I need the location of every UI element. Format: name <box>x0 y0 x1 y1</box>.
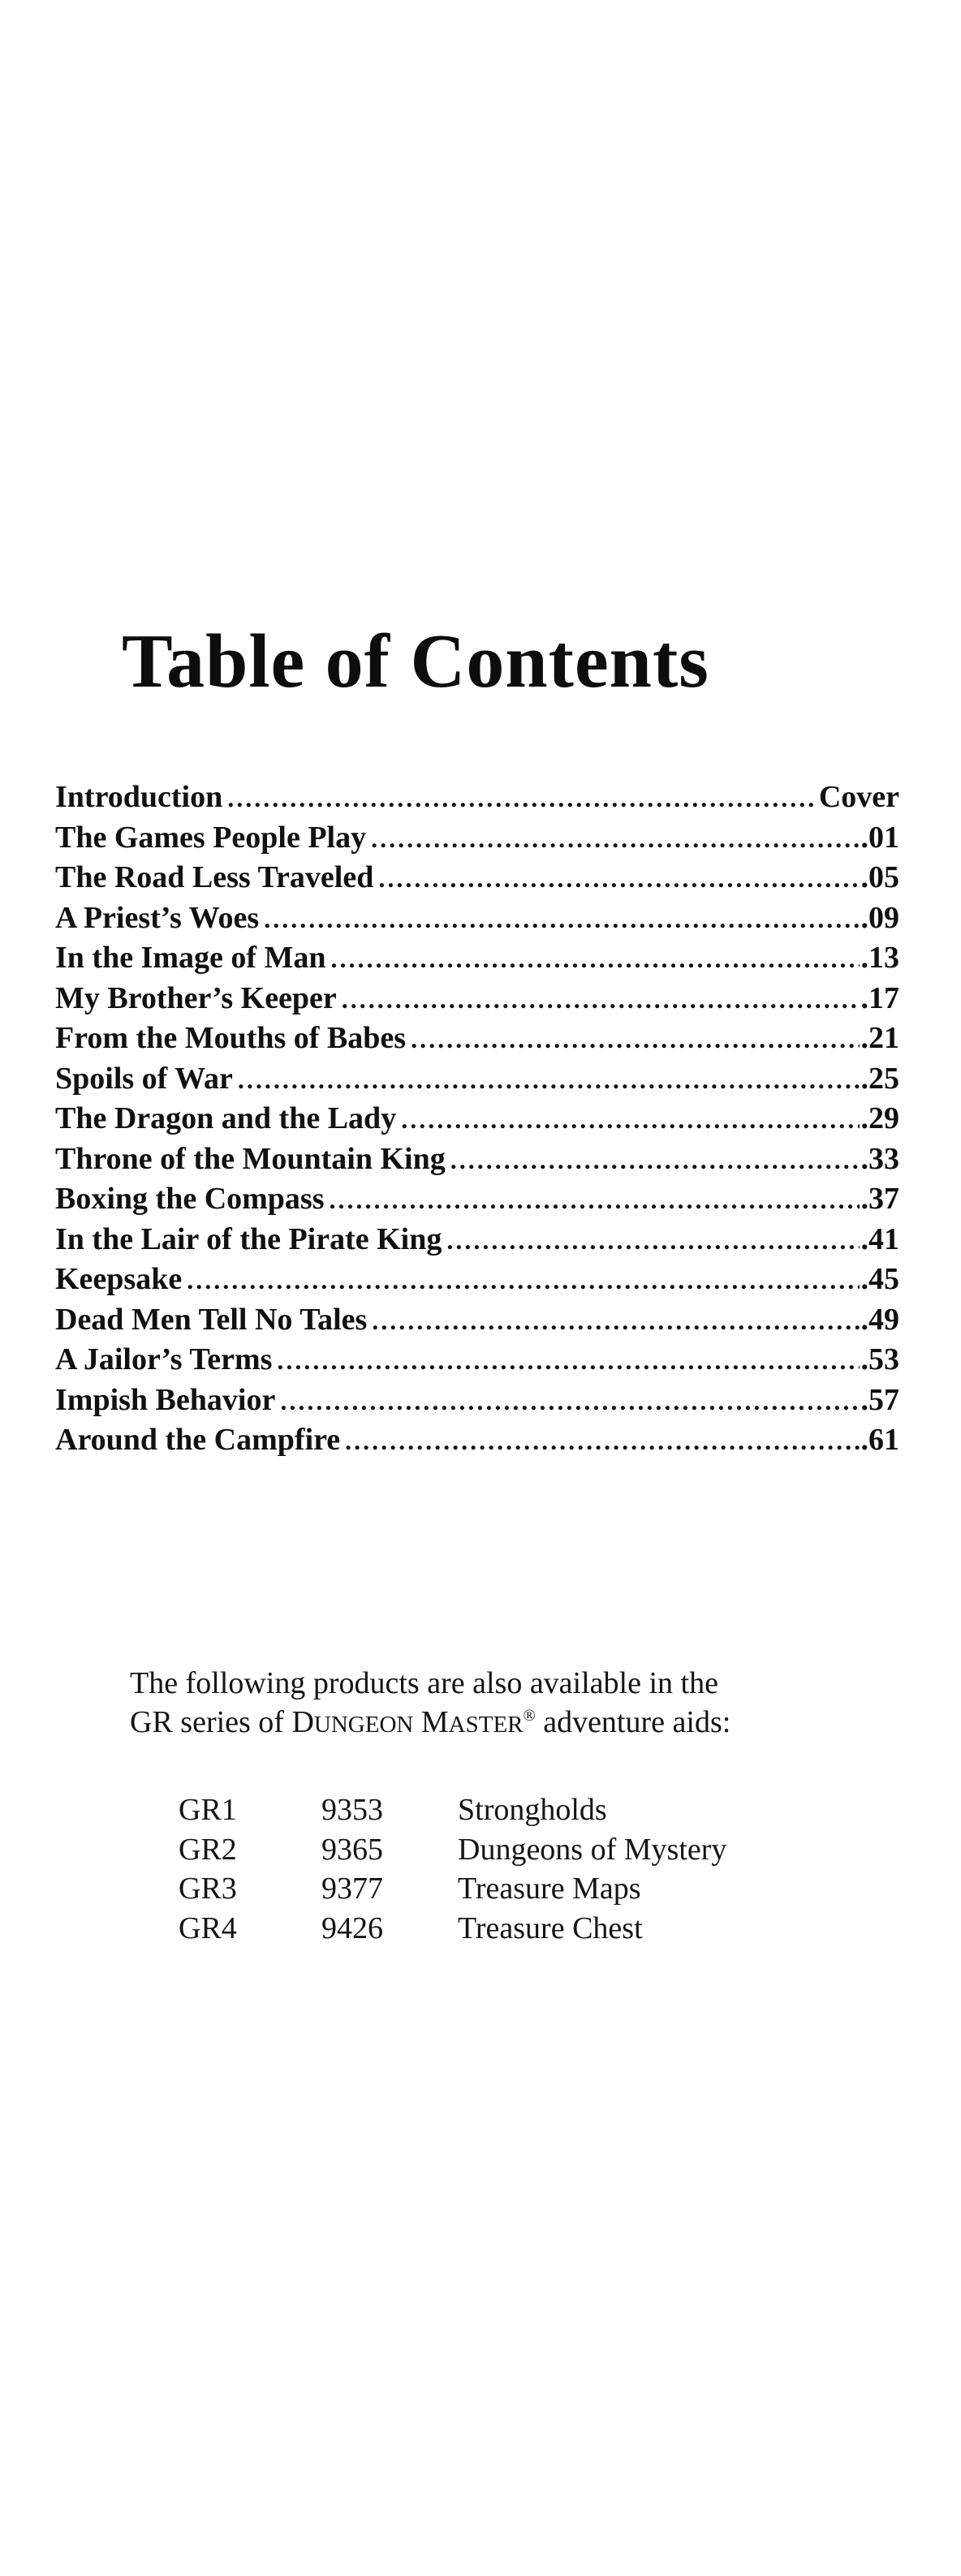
product-list <box>179 1790 726 1948</box>
toc-entry-page: .05 <box>860 860 899 894</box>
products-note-line1: The following products are also available in the <box>130 1666 718 1700</box>
product-number: 9426 <box>321 1910 383 1945</box>
toc-leader-dots <box>345 1421 859 1461</box>
toc-entry <box>55 818 899 859</box>
product-row <box>179 1909 726 1949</box>
toc-entry-title: In the Lair of the Pirate King <box>55 1221 442 1256</box>
toc-entry-page: Cover <box>818 780 899 814</box>
toc-entry-title: Boxing the Compass <box>55 1182 325 1216</box>
toc-entry-page: .29 <box>860 1101 899 1135</box>
product-code: GR1 <box>179 1793 237 1827</box>
toc-entry <box>55 898 899 939</box>
toc-entry-title: A Jailor’s Terms <box>55 1342 273 1376</box>
toc-entry-page: .17 <box>860 980 899 1015</box>
toc-entry-title: Keepsake <box>55 1262 183 1296</box>
toc-entry <box>55 1260 899 1300</box>
toc-entry-title: Around the Campfire <box>55 1423 341 1457</box>
toc-leader-dots <box>446 1221 859 1260</box>
toc-leader-dots <box>238 1060 860 1100</box>
toc-entry-title: Spoils of War <box>55 1061 233 1096</box>
toc-entry-page: .09 <box>860 900 899 935</box>
toc-entry <box>55 1019 899 1059</box>
products-note-suffix: adventure aids: <box>535 1705 731 1739</box>
toc-entry <box>55 1420 899 1461</box>
toc-entry-title: The Road Less Traveled <box>55 860 374 894</box>
toc-entry <box>55 1059 899 1100</box>
toc-entry-page: .37 <box>860 1182 899 1216</box>
toc-entry-page: .45 <box>860 1262 899 1296</box>
toc-entry-page: .13 <box>860 941 899 975</box>
toc-leader-dots <box>401 1100 859 1139</box>
toc-entry-title: In the Image of Man <box>55 941 326 975</box>
product-number: 9353 <box>321 1793 383 1827</box>
toc-entry-page: .57 <box>860 1382 899 1417</box>
toc-entry <box>55 778 899 818</box>
product-code: GR4 <box>179 1910 237 1945</box>
product-code: GR2 <box>179 1832 237 1867</box>
product-name: Strongholds <box>458 1793 607 1827</box>
brand-dungeon-initial: D <box>291 1705 314 1739</box>
toc-entry-title: From the Mouths of Babes <box>55 1021 407 1055</box>
toc-leader-dots <box>378 859 859 898</box>
toc-entry <box>55 1340 899 1381</box>
toc-entry-title: The Dragon and the Lady <box>55 1101 397 1135</box>
page-title: Table of Contents <box>122 619 709 704</box>
brand-master-rest: ASTER <box>448 1712 524 1738</box>
toc-entry-title: Introduction <box>55 780 223 814</box>
toc-entry <box>55 1099 899 1139</box>
table-of-contents <box>55 778 899 1461</box>
toc-entry-page: .41 <box>860 1221 899 1256</box>
toc-entry-page: .21 <box>860 1021 899 1055</box>
product-number: 9377 <box>321 1872 383 1906</box>
toc-entry <box>55 858 899 898</box>
toc-entry <box>55 1139 899 1180</box>
toc-entry-page: .25 <box>860 1061 899 1096</box>
registered-mark: ® <box>523 1707 536 1725</box>
toc-entry-title: Impish Behavior <box>55 1382 276 1417</box>
brand-dungeon-rest: UNGEON <box>313 1712 414 1738</box>
product-row <box>179 1869 726 1909</box>
product-code: GR3 <box>179 1872 237 1906</box>
toc-entry <box>55 1220 899 1260</box>
toc-leader-dots <box>187 1260 859 1300</box>
product-row <box>179 1830 726 1870</box>
toc-leader-dots <box>450 1140 860 1180</box>
toc-entry <box>55 1300 899 1341</box>
toc-entry-page: .53 <box>860 1342 899 1376</box>
toc-leader-dots <box>331 939 860 979</box>
toc-leader-dots <box>277 1341 859 1381</box>
toc-leader-dots <box>342 980 860 1019</box>
toc-entry-title: The Games People Play <box>55 820 367 855</box>
toc-leader-dots <box>264 899 859 939</box>
toc-leader-dots <box>227 778 817 818</box>
toc-leader-dots <box>280 1381 859 1421</box>
toc-entry-page: .49 <box>860 1302 899 1337</box>
toc-entry <box>55 1381 899 1421</box>
toc-entry-page: .33 <box>860 1141 899 1176</box>
toc-entry-page: .61 <box>860 1423 899 1457</box>
product-row <box>179 1790 726 1830</box>
toc-entry-title: Throne of the Mountain King <box>55 1141 446 1176</box>
toc-entry-title: My Brother’s Keeper <box>55 980 337 1015</box>
toc-leader-dots <box>372 1301 859 1341</box>
toc-entry <box>55 1179 899 1220</box>
products-note <box>130 1664 860 1744</box>
toc-leader-dots <box>371 819 859 859</box>
product-number: 9365 <box>321 1832 383 1867</box>
products-note-prefix: GR series of <box>130 1705 292 1739</box>
product-name: Treasure Chest <box>458 1910 643 1945</box>
toc-leader-dots <box>330 1180 860 1220</box>
product-name: Dungeons of Mystery <box>458 1832 727 1867</box>
brand-master-initial: M <box>420 1705 449 1739</box>
toc-entry <box>55 938 899 979</box>
toc-entry <box>55 979 899 1019</box>
toc-entry-title: A Priest’s Woes <box>55 900 260 935</box>
toc-entry-title: Dead Men Tell No Tales <box>55 1302 368 1337</box>
product-name: Treasure Maps <box>458 1872 641 1906</box>
toc-leader-dots <box>411 1019 859 1059</box>
toc-entry-page: .01 <box>860 820 899 855</box>
